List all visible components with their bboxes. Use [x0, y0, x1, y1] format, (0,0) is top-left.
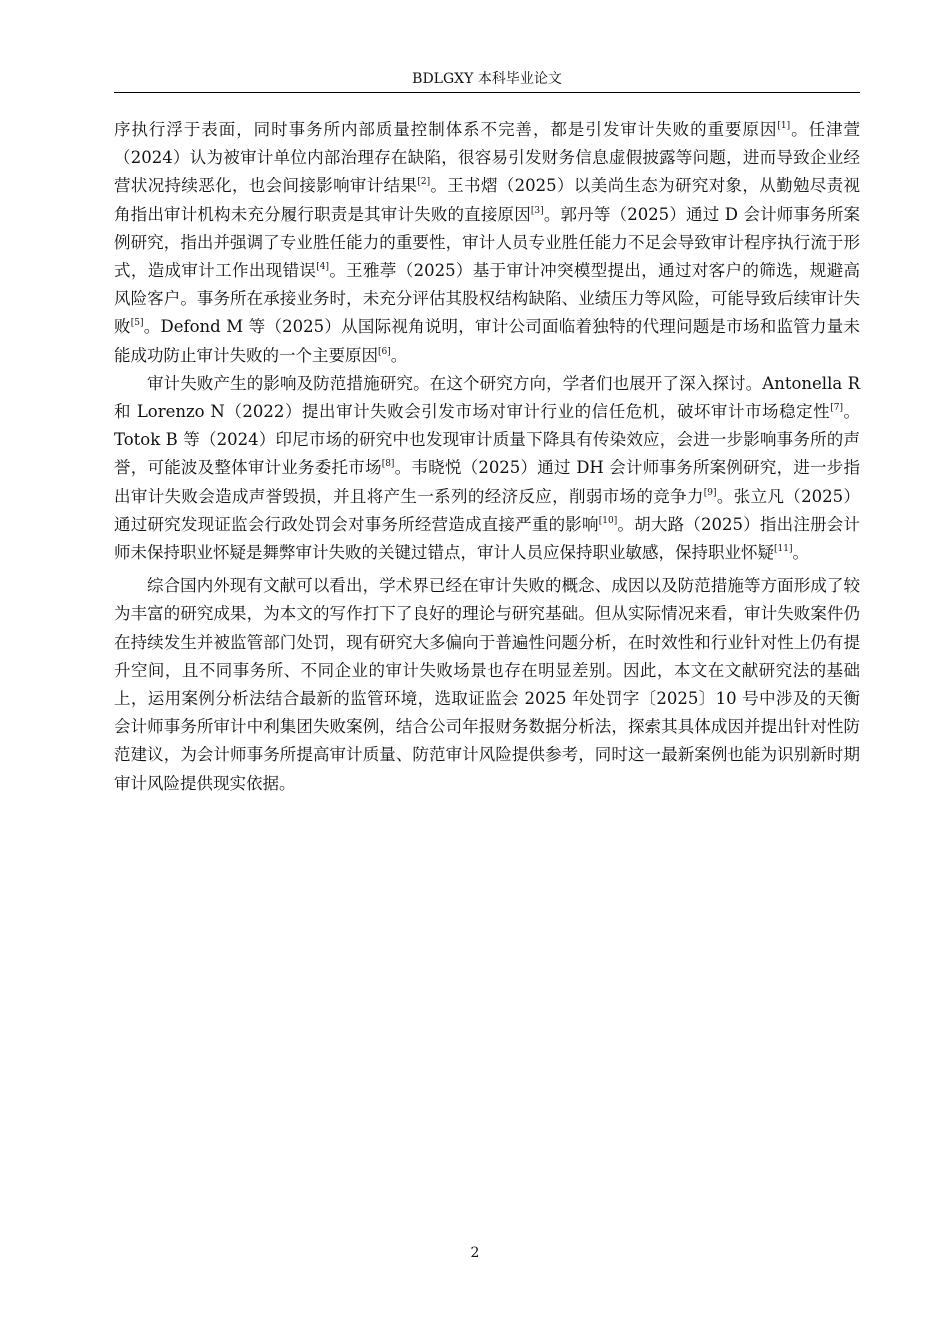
- text-segment: 。王雅葶（2025）基于审计冲突模型提出，通过对客户的筛选，规避高风险客户。事务所在承接业务时，未充分评估其股权结构缺陷、业绩压力等风险，可能导致后续审计失败: [114, 261, 860, 337]
- header-rule: [114, 92, 860, 93]
- citation-ref[interactable]: [4]: [316, 262, 329, 273]
- text-segment: 综合国内外现有文献可以看出，学术界已经在审计失败的概念、成因以及防范措施等方面形成了较为丰富的研究成果，为本文的写作打下了良好的理论与研究基础。但从实际情况来看，审计失败案件仍在持续发生并被监管部门处罚，现有研究大多偏向于普遍性问题分析，在时效性和行业针对性上仍有提升空间，且不同事务所、不同企业的审计失败场景也存在明显差别。因此，本文在文献研究法的基础上，运用案例分析法结合最新的监管环境，选取证监会 2025 年处罚字〔2025〕10 号中涉及的天衡会计师事务所审计中利集团失败案例，结合公司年报财务数据分析法，探索其具体成因并提出针对性防范建议，为会计师事务所提高审计质量、防范审计风险提供参考，同时这一最新案例也能为识别新时期审计风险提供现实依据。: [114, 576, 860, 793]
- text-segment: 。任津萱（2024）认为被审计单位内部治理存在缺陷，很容易引发财务信息虚假披露等问题，进而导致企业经营状况持续恶化，也会间接影响审计结果: [114, 120, 861, 196]
- citation-ref[interactable]: [1]: [777, 121, 791, 131]
- text-segment: 。Totok B 等（2024）印尼市场的研究中也发现审计质量下降具有传染效应，会进一步影响事务所的声誉，可能波及整体审计业务委托市场: [114, 402, 861, 478]
- paragraph-causes-continued: [114, 116, 860, 370]
- paragraph-literature-summary: [114, 572, 860, 798]
- citation-ref[interactable]: [2]: [417, 177, 431, 188]
- citation-ref[interactable]: [6]: [378, 346, 391, 357]
- citation-ref[interactable]: [9]: [703, 487, 717, 498]
- citation-ref[interactable]: [5]: [130, 318, 144, 329]
- text-segment: 。王书熠（2025）以美尚生态为研究对象，从勤勉尽责视角指出审计机构未充分履行职责是其审计失败的直接原因: [114, 176, 860, 224]
- citation-ref[interactable]: [10]: [598, 515, 618, 526]
- citation-ref[interactable]: [7]: [830, 403, 843, 414]
- body-text: [114, 116, 860, 798]
- text-segment: 。: [792, 543, 809, 563]
- running-header: BDLGXY 本科毕业论文: [412, 71, 562, 87]
- citation-ref[interactable]: [3]: [530, 205, 544, 216]
- citation-ref[interactable]: [8]: [381, 459, 395, 470]
- text-segment: 。韦晓悦（2025）通过 DH 会计师事务所案例研究，进一步指出审计失败会造成声誉毁损，并且将产生一系列的经济反应，削弱市场的竞争力: [114, 458, 861, 506]
- text-segment: 。: [390, 345, 408, 365]
- text-segment: 。郭丹等（2025）通过 D 会计师事务所案例研究，指出并强调了专业胜任能力的重要性，审计人员专业胜任能力不足会导致审计程序执行流于形式，造成审计工作出现错误: [114, 204, 861, 281]
- text-segment: 审计失败产生的影响及防范措施研究。在这个研究方向，学者们也展开了深入探讨。Antonella R 和 Lorenzo N（2022）提出审计失败会引发市场对审计行业的信任危机，破坏审计市场稳定性: [114, 373, 860, 422]
- text-segment: 序执行浮于表面，同时事务所内部质量控制体系不完善，都是引发审计失败的重要原因: [114, 120, 778, 139]
- page-number: 2: [470, 1245, 480, 1261]
- text-segment: 。张立凡（2025）通过研究发现证监会行政处罚会对事务所经营造成直接严重的影响: [114, 486, 860, 534]
- text-segment: 。胡大路（2025）指出注册会计师未保持职业怀疑是舞弊审计失败的关键过错点，审计人员应保持职业敏感，保持职业怀疑: [114, 514, 861, 563]
- text-segment: 。Defond M 等（2025）从国际视角说明，审计公司面临着独特的代理问题是市场和监管力量未能成功防止审计失败的一个主要原因: [114, 317, 860, 365]
- paragraph-impact-prevention: [114, 370, 860, 567]
- citation-ref[interactable]: [11]: [774, 544, 793, 555]
